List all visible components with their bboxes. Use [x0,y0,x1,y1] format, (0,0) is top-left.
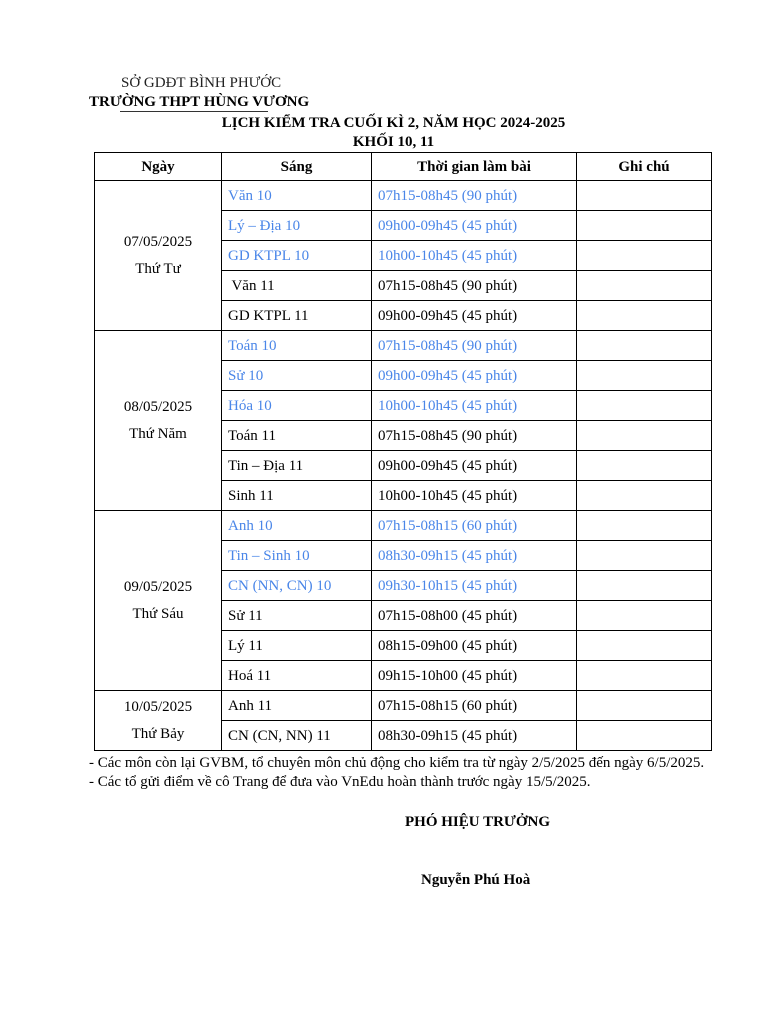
subject-cell: Toán 10 [222,331,372,361]
note-cell [577,301,712,331]
duration-cell: 07h15-08h15 (60 phút) [372,511,577,541]
table-row [95,691,712,721]
duration-cell: 08h15-09h00 (45 phút) [372,631,577,661]
subject-cell: Anh 11 [222,691,372,721]
duration-cell: 07h15-08h45 (90 phút) [372,181,577,211]
note-cell [577,361,712,391]
subject-cell: Sinh 11 [222,481,372,511]
subject-cell: Sử 10 [222,361,372,391]
note-cell [577,331,712,361]
note-cell [577,481,712,511]
table-row [95,181,712,211]
duration-cell: 08h30-09h15 (45 phút) [372,541,577,571]
duration-cell: 09h00-09h45 (45 phút) [372,361,577,391]
duration-cell: 10h00-10h45 (45 phút) [372,481,577,511]
day-cell [95,511,222,691]
duration-cell: 09h15-10h00 (45 phút) [372,661,577,691]
subject-cell: CN (CN, NN) 11 [222,721,372,751]
subject-cell: Văn 11 [222,271,372,301]
note-cell [577,181,712,211]
duration-cell: 09h00-09h45 (45 phút) [372,211,577,241]
note-cell [577,721,712,751]
duration-cell: 07h15-08h00 (45 phút) [372,601,577,631]
duration-cell: 10h00-10h45 (45 phút) [372,241,577,271]
department-name: SỞ GDĐT BÌNH PHƯỚC [121,75,282,91]
table-header-row [95,153,712,181]
document-title: LỊCH KIỂM TRA CUỐI KÌ 2, NĂM HỌC 2024-2025 [221,115,566,131]
column-header-date: Ngày [95,153,222,181]
exam-date: 09/05/2025 [123,578,193,595]
note-cell [577,421,712,451]
duration-cell: 07h15-08h45 (90 phút) [372,271,577,301]
subject-cell: Toán 11 [222,421,372,451]
subject-cell: Sử 11 [222,601,372,631]
school-underline [120,111,268,112]
table-row [95,511,712,541]
note-cell [577,241,712,271]
note-cell [577,451,712,481]
table-body [95,181,712,751]
note-cell [577,571,712,601]
note-cell [577,601,712,631]
exam-weekday: Thứ Năm [129,425,187,442]
note-item: - Các môn còn lại GVBM, tổ chuyên môn chủ động cho kiểm tra từ ngày 2/5/2025 đến ngày 6/5/2025. [89,755,705,771]
subject-cell: Lý 11 [222,631,372,661]
day-cell [95,331,222,511]
duration-cell: 07h15-08h15 (60 phút) [372,691,577,721]
subject-cell: CN (NN, CN) 10 [222,571,372,601]
note-cell [577,541,712,571]
duration-cell: 10h00-10h45 (45 phút) [372,391,577,421]
column-header-duration: Thời gian làm bài [372,153,577,181]
signature-role: PHÓ HIỆU TRƯỞNG [405,814,551,830]
duration-cell: 09h30-10h15 (45 phút) [372,571,577,601]
column-header-morning: Sáng [222,153,372,181]
notes-section [89,754,741,792]
exam-weekday: Thứ Bảy [131,725,185,742]
subject-cell: Tin – Địa 11 [222,451,372,481]
day-cell [95,691,222,751]
note-cell [577,271,712,301]
column-header-notes: Ghi chú [577,153,712,181]
signature-name: Nguyễn Phú Hoà [421,872,531,888]
subject-cell: Văn 10 [222,181,372,211]
exam-date: 07/05/2025 [123,233,193,250]
duration-cell: 07h15-08h45 (90 phút) [372,421,577,451]
table-row [95,331,712,361]
note-item: - Các tổ gửi điểm về cô Trang để đưa vào VnEdu hoàn thành trước ngày 15/5/2025. [89,774,591,790]
subject-cell: GD KTPL 11 [222,301,372,331]
note-cell [577,661,712,691]
duration-cell: 09h00-09h45 (45 phút) [372,451,577,481]
duration-cell: 07h15-08h45 (90 phút) [372,331,577,361]
subject-cell: GD KTPL 10 [222,241,372,271]
note-cell [577,631,712,661]
document-subtitle: KHỐI 10, 11 [352,134,435,150]
exam-schedule-table [94,152,712,751]
exam-date: 10/05/2025 [123,698,193,715]
duration-cell: 09h00-09h45 (45 phút) [372,301,577,331]
subject-cell: Anh 10 [222,511,372,541]
subject-cell: Hoá 11 [222,661,372,691]
note-cell [577,511,712,541]
subject-cell: Hóa 10 [222,391,372,421]
duration-cell: 08h30-09h15 (45 phút) [372,721,577,751]
subject-cell: Lý – Địa 10 [222,211,372,241]
subject-cell: Tin – Sinh 10 [222,541,372,571]
note-cell [577,691,712,721]
exam-weekday: Thứ Sáu [132,605,184,622]
school-name: TRƯỜNG THPT HÙNG VƯƠNG [89,94,310,110]
exam-date: 08/05/2025 [123,398,193,415]
day-cell [95,181,222,331]
exam-weekday: Thứ Tư [135,260,181,277]
note-cell [577,391,712,421]
note-cell [577,211,712,241]
